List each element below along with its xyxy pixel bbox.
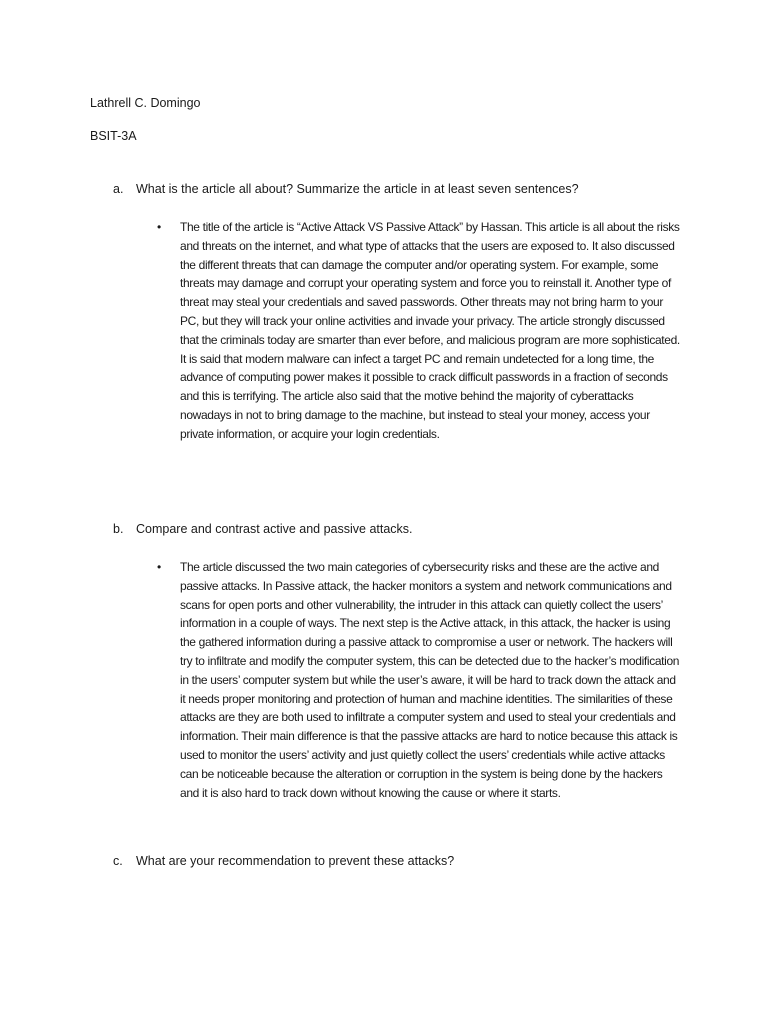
question-text: What are your recommendation to prevent these attacks?: [136, 854, 455, 868]
class-section: BSIT-3A: [90, 129, 137, 143]
question-marker: c.: [113, 854, 123, 868]
author-name: Lathrell C. Domingo: [90, 96, 201, 110]
bullet-icon: •: [157, 560, 162, 574]
question-text: Compare and contrast active and passive attacks.: [136, 522, 413, 536]
answer-text: The title of the article is “Active Attack VS Passive Attack” by Hassan. This article is all about the risks and threats on the internet, and what type of attacks that the users are exposed to. It also discussed the different threats that can damage the computer and/or operating system. For example, some threats may damage and corrupt your operating system and force you to reinstall it. Another type of threat may steal your credentials and saved passwords. Other threats may not bring harm to your PC, but they will track your online activities and invade your privacy. The article strongly discussed that the criminals today are smarter than ever before, and malicious program are more sophisticated. It is said that modern malware can infect a target PC and remain undetected for a long time, the advance of computing power makes it possible to crack difficult passwords in a fraction of seconds and this is terrifying. The article also said that the motive behind the majority of cyberattacks nowadays in not to bring damage to the machine, but instead to steal your money, access your private information, or acquire your login credentials.: [180, 220, 680, 441]
question-marker: b.: [113, 522, 124, 536]
answer-text: The article discussed the two main categories of cybersecurity risks and these are the active and passive attacks. In Passive attack, the hacker monitors a system and network communications and scans for open ports and other vulnerability, the intruder in this attack can quietly collect the users’ information in a couple of ways. The next step is the Active attack, in this attack, the hacker is using the gathered information during a passive attack to compromise a user or network. The hackers will try to infiltrate and modify the computer system, this can be detected due to the hacker’s modification in the users’ computer system but while the user’s aware, it will be hard to track down the attack and it needs proper monitoring and protection of human and machine identities. The similarities of these attacks are they are both used to infiltrate a computer system and used to steal your credentials and information. Their main difference is that the passive attacks are hard to notice because this attack is used to monitor the users’ activity and just quietly collect the users’ credentials while active attacks can be noticeable because the alteration or corruption in the system is being done by the hackers and it is also hard to track down without knowing the cause or where it starts.: [180, 560, 680, 800]
bullet-icon: •: [157, 220, 162, 234]
question-marker: a.: [113, 182, 124, 196]
question-text: What is the article all about? Summarize the article in at least seven sentences?: [136, 182, 579, 196]
